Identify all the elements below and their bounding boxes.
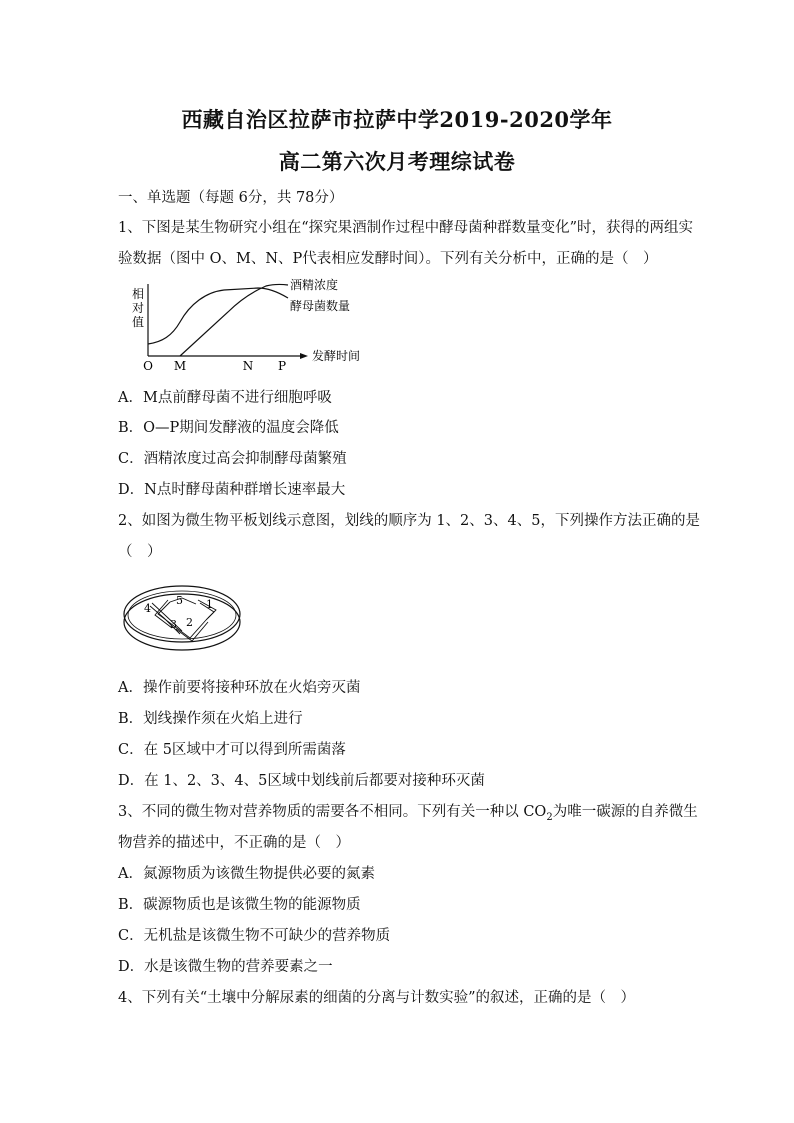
q3-stem-line1: 3、不同的微生物对营养物质的需要各不相同。下列有关一种以 $CO_2$为唯一碳源的自养微生 xyxy=(118,804,698,823)
q1-figure xyxy=(128,276,388,374)
q1-option-c: C．酒精浓度过高会抑制酵母菌繁殖 xyxy=(118,451,347,467)
q3-option-c: C．无机盐是该微生物不可缺少的营养物质 xyxy=(118,928,391,944)
q2-option-d: D．在 1、2、3、4、5区域中划线前后都要对接种环灭菌 xyxy=(118,773,485,789)
q2-label-3: 3 xyxy=(170,618,177,631)
page-title: 西藏自治区拉萨市拉萨中学2019-2020学年 xyxy=(181,107,613,132)
q1-tick-N: N xyxy=(242,359,254,373)
q1-stem-line2: 验数据（图中 O、M、N、P代表相应发酵时间）。下列有关分析中，正确的是（ ） xyxy=(118,251,658,267)
q3-stem-line2: 物营养的描述中，不正确的是（ ） xyxy=(118,835,350,851)
q1-option-b: B．O—P期间发酵液的温度会降低 xyxy=(118,420,339,436)
q1-ylabel-1: 相 xyxy=(131,287,145,301)
q1-ylabel-2: 对 xyxy=(131,301,145,315)
q1-curve-alcohol xyxy=(180,284,288,356)
q1-tick-O: O xyxy=(143,359,153,373)
q3-option-b: B．碳源物质也是该微生物的能源物质 xyxy=(118,897,361,913)
q4-stem-line1: 4、下列有关“土壤中分解尿素的细菌的分离与计数实验”的叙述，正确的是（ ） xyxy=(118,990,636,1006)
q2-option-a: A．操作前要将接种环放在火焰旁灭菌 xyxy=(118,680,361,696)
section-heading: 一、单选题（每题 6分，共 78分） xyxy=(118,190,344,206)
q2-stem-line2: （ ） xyxy=(118,544,162,560)
q1-xlabel: 发酵时间 xyxy=(312,349,361,363)
q1-curve1-label: 酒精浓度 xyxy=(290,278,339,292)
q1-curve-yeast xyxy=(148,288,288,344)
q2-option-c: C．在 5区域中才可以得到所需菌落 xyxy=(118,742,346,758)
q1-curve2-label: 酵母菌数量 xyxy=(290,299,351,313)
q1-stem-line1: 1、下图是某生物研究小组在“探究果酒制作过程中酵母菌种群数量变化”时，获得的两组实 xyxy=(118,220,694,236)
q2-label-2: 2 xyxy=(186,616,193,629)
q1-x-arrow xyxy=(300,353,308,359)
q3-option-a: A．氮源物质为该微生物提供必要的氮素 xyxy=(118,866,375,882)
page-subtitle: 高二第六次月考理综试卷 xyxy=(278,149,516,174)
q1-tick-P: P xyxy=(277,359,287,373)
q1-tick-M: M xyxy=(173,359,187,373)
q3-option-d: D．水是该微生物的营养要素之一 xyxy=(118,959,333,975)
q2-stem-line1: 2、如图为微生物平板划线示意图，划线的顺序为 1、2、3、4、5，下列操作方法正确的是 xyxy=(118,513,700,529)
q2-label-1: 1 xyxy=(206,598,213,611)
q2-label-4: 4 xyxy=(144,602,151,615)
q2-figure xyxy=(120,578,244,658)
q1-option-a: A．M点前酵母菌不进行细胞呼吸 xyxy=(118,390,332,406)
q2-option-b: B．划线操作须在火焰上进行 xyxy=(118,711,303,727)
q1-ylabel-3: 值 xyxy=(131,315,145,329)
q2-label-5: 5 xyxy=(176,594,183,607)
q1-option-d: D．N点时酵母菌种群增长速率最大 xyxy=(118,482,346,498)
